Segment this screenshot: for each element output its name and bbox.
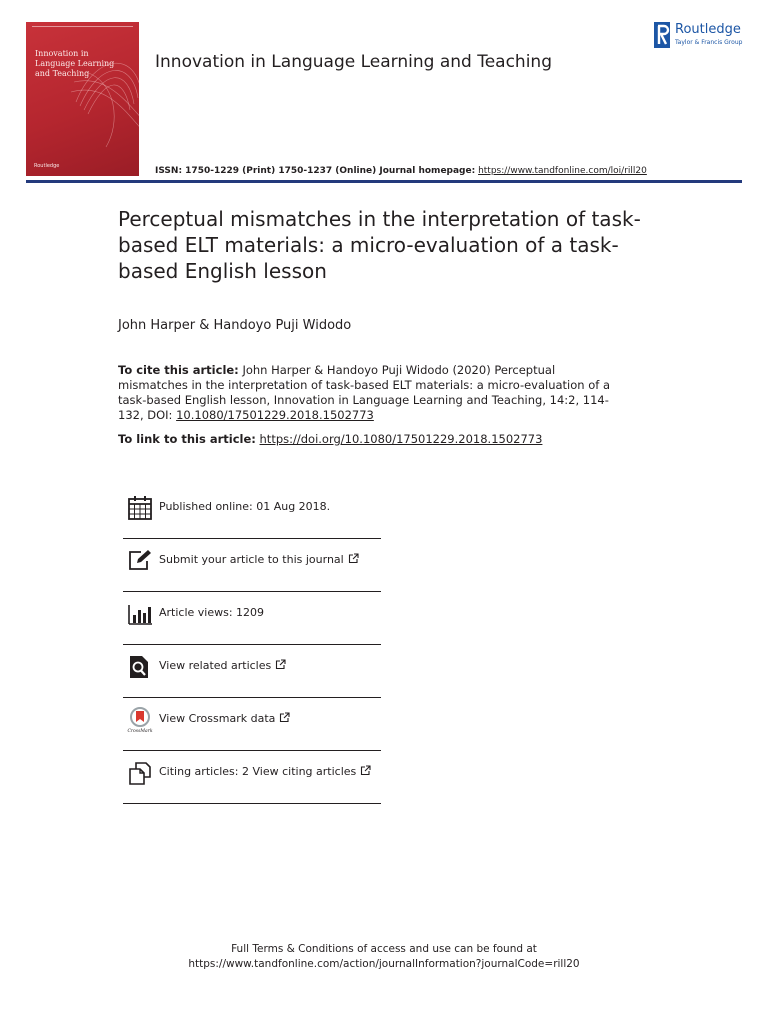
header-divider — [26, 180, 742, 183]
citing-articles-link[interactable] — [159, 765, 371, 778]
external-link-icon — [348, 553, 359, 564]
article-doi-link[interactable]: https://doi.org/10.1080/17501229.2018.1502773 — [259, 432, 543, 446]
crossmark-row[interactable] — [123, 698, 381, 751]
publisher-name: Routledge — [675, 22, 741, 37]
issn-line — [155, 166, 647, 176]
terms-line: Full Terms & Conditions of access and use can be found at — [231, 943, 537, 955]
cite-doi-link[interactable]: 10.1080/17501229.2018.1502773 — [176, 408, 374, 422]
journal-homepage-link[interactable]: https://www.tandfonline.com/loi/rill20 — [478, 166, 647, 176]
related-articles-link[interactable] — [159, 659, 286, 672]
citing-row[interactable] — [123, 751, 381, 804]
article-authors: John Harper & Handoyo Puji Widodo — [118, 318, 352, 333]
citation-block — [118, 363, 618, 423]
publisher-logo[interactable] — [654, 22, 754, 50]
related-row[interactable] — [123, 645, 381, 698]
cover-top-rule — [32, 26, 133, 30]
citing-label: Citing articles: 2 View citing articles — [159, 765, 357, 778]
article-views: Article views: 1209 — [159, 606, 265, 619]
terms-footer — [0, 942, 768, 972]
journal-cover-image — [26, 22, 139, 176]
crossmark-icon — [127, 707, 153, 733]
published-date: Published online: 01 Aug 2018. — [159, 500, 331, 513]
publisher-subtitle: Taylor & Francis Group — [675, 39, 743, 46]
link-label: To link to this article: — [118, 432, 256, 446]
edit-document-icon — [127, 548, 153, 574]
calendar-icon — [127, 495, 153, 521]
bar-chart-icon — [127, 601, 153, 627]
crossmark-caption: CrossMark — [127, 729, 153, 733]
article-title: Perceptual mismatches in the interpretation of task-based ELT materials: a micro-evaluation of a task-based English lesson — [118, 207, 641, 283]
crossmark-link[interactable] — [159, 712, 290, 725]
crossmark-label: View Crossmark data — [159, 712, 276, 725]
routledge-r-icon — [654, 22, 670, 48]
published-row — [123, 486, 381, 539]
external-link-icon — [279, 712, 290, 723]
views-row — [123, 592, 381, 645]
journal-title: Innovation in Language Learning and Teaching — [155, 52, 552, 72]
submit-article-link[interactable] — [159, 553, 359, 566]
cite-text: John Harper & Handoyo Puji Widodo (2020) Perceptual mismatches in the interpretation of task-based ELT materials: a micro-evaluation of a task-based English lesson, Innovation in Language Learning and Teaching, 14:2, 114-132, DOI: — [118, 363, 611, 422]
cover-publisher-mark: Routledge — [34, 163, 60, 169]
submit-label: Submit your article to this journal — [159, 553, 344, 566]
external-link-icon — [360, 765, 371, 776]
issn-text: ISSN: 1750-1229 (Print) 1750-1237 (Online) Journal homepage: — [155, 166, 476, 176]
cite-label: To cite this article: — [118, 363, 239, 377]
related-label: View related articles — [159, 659, 272, 672]
citing-documents-icon — [127, 760, 153, 786]
cover-title: Innovation in Language Learning and Teaching — [35, 49, 115, 78]
submit-row[interactable] — [123, 539, 381, 592]
search-document-icon — [127, 654, 153, 680]
article-link-block — [118, 432, 542, 446]
terms-url[interactable]: https://www.tandfonline.com/action/journalInformation?journalCode=rill20 — [188, 958, 580, 970]
article-info-list — [123, 486, 381, 804]
external-link-icon — [275, 659, 286, 670]
